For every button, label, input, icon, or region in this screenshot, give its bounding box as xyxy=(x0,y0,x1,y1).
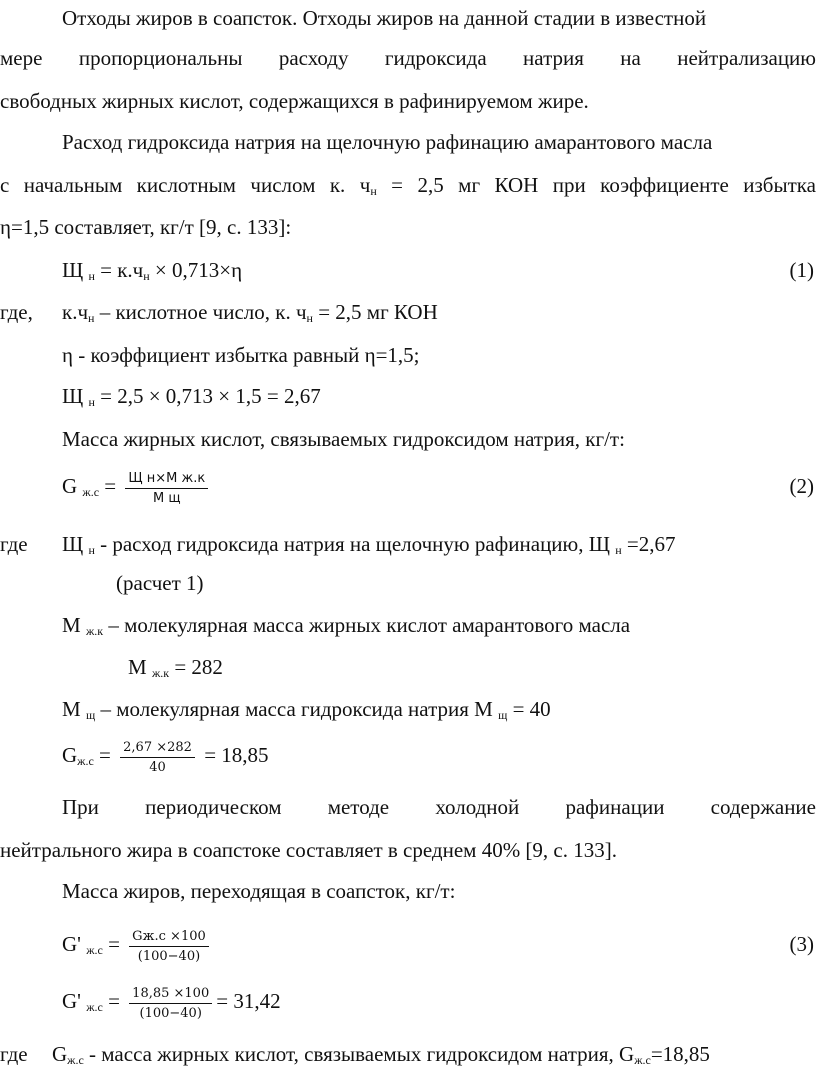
formula-2: G $_{ж.с}$ = $\frac{\text{Щ н×М ж.к}}{\text{М щ}}$ (2) xyxy=(62,470,814,506)
mass-2-title: Масса жиров, переходящая в соапсток, кг/т: xyxy=(62,879,456,903)
where-line-1: где, $к.ч_н$ – кислотное число, к. $ч_н = 2,5$ мг КОН xyxy=(0,300,438,325)
calculation-3: G' $_{ж.с}$ = $\frac{18,85 \times 100}{(100-40)}$ = 31,42 xyxy=(62,985,281,1021)
molar-mass-fatty-acids: М $_{ж.к}$ – молекулярная масса жирных кислот амарантового масла xyxy=(62,613,631,638)
molar-mass-naoh: М $_щ$ – молекулярная масса гидроксида натрия М $_щ$ = 40 xyxy=(62,697,551,722)
eta-definition: η - коэффициент избытка равный η=1,5; xyxy=(62,343,420,367)
paragraph-1-line-3: свободных жирных кислот, содержащихся в рафинируемом жире. xyxy=(0,89,589,113)
where-line-2: где Щ $_н$ - расход гидроксида натрия на щелочную рафинацию, Щ $_н$ =2,67 xyxy=(0,532,676,557)
formula-2-fraction: $\frac{\text{Щ н×М ж.к}}{\text{М щ}}$ xyxy=(125,472,208,505)
paragraph-2-line-3: η=1,5 составляет, кг/т [9, с. 133]: xyxy=(0,215,292,239)
paragraph-1-line-1: Отходы жиров в соапсток. Отходы жиров на данной стадии в известной xyxy=(62,6,707,30)
formula-2-number: (2) xyxy=(789,474,814,498)
paragraph-2-line-1: Расход гидроксида натрия на щелочную рафинацию амарантового масла xyxy=(62,130,713,154)
calculation-2: $G_{ж.с}$ = $\frac{2,67 \times 282}{40}$ = 18,85 xyxy=(62,739,269,775)
formula-3-fraction: $\frac{Gж.с \times 100}{(100-40)}$ xyxy=(129,930,209,963)
molar-mass-fatty-acids-value: М $_{ж.к}$ = 282 xyxy=(128,655,223,680)
calculation-2-fraction: $\frac{2,67 \times 282}{40}$ xyxy=(120,741,195,774)
formula-1: Щ $_н = к.ч_н \times 0,713\times\eta$ (1) xyxy=(62,255,816,285)
paragraph-3-line-1: При периодическом методе холодной рафинации содержание xyxy=(62,795,816,819)
where-2-note: (расчет 1) xyxy=(116,571,204,595)
formula-1-number: (1) xyxy=(789,258,814,282)
paragraph-2-line-2: с начальным кислотным числом к. $ч_н = 2,5$ мг КОН при коэффициенте избытка xyxy=(0,173,816,198)
formula-3: G' $_{ж.с}$ = $\frac{Gж.с \times 100}{(100-40)}$ (3) xyxy=(62,928,814,964)
calculation-1: Щ $_н$ = 2,5 × 0,713 × 1,5 = 2,67 xyxy=(62,384,321,409)
mass-title: Масса жирных кислот, связываемых гидроксидом натрия, кг/т: xyxy=(62,427,625,451)
formula-3-number: (3) xyxy=(789,932,814,956)
paragraph-3-line-2: нейтрального жира в соапстоке составляет в среднем 40% [9, с. 133]. xyxy=(0,838,617,862)
calculation-3-fraction: $\frac{18,85 \times 100}{(100-40)}$ xyxy=(129,987,212,1020)
where-line-3: где $G_{ж.с}$ - масса жирных кислот, связываемых гидроксидом натрия, $G_{ж.с}=18,85$ xyxy=(0,1042,710,1067)
paragraph-1-line-2: мере пропорциональны расходу гидроксида натрия на нейтрализацию xyxy=(0,46,816,70)
